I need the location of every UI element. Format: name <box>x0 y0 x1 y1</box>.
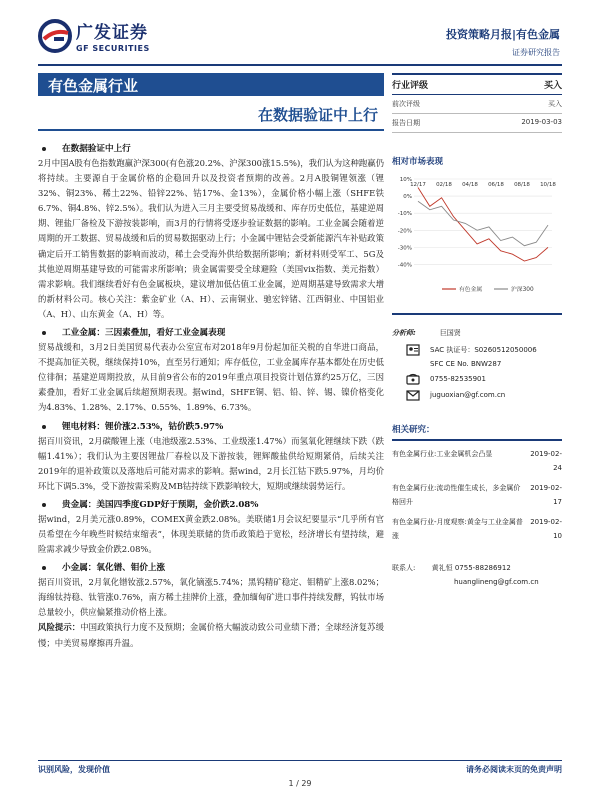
section-text: 据wind，2月美元涨0.89%，COMEX黄金跌2.08%。美联储1月会议纪要显示“几乎所有官员希望在今年晚些时候结束缩表”，体现美联储的货币政策趋于宽松，经济增长有望持续，避险需求减少导致金价跌2.08%。 <box>38 513 384 555</box>
email-icon <box>404 390 422 401</box>
related-title: 相关研究： <box>392 423 562 441</box>
badge-icon <box>404 344 422 356</box>
footer-divider <box>38 760 562 761</box>
chart-svg <box>392 173 562 301</box>
sfc-number: SFC CE No. BNW287 <box>430 360 502 368</box>
section-text: 据百川资讯，2月碳酸锂上涨（电池级涨2.53%、工业级涨1.47%）而氢氧化锂继续下跌（跌幅1.41%）；我们认为主要因锂盐厂春检以及下游按装，锂辉酸盐供给短期紧俏，后续关注2019年的退补政策以及落地后可能对需求的影响。据wind，2月长江钴下跌5.97%，月均价环比下调5.3%，受下游按需采购及MB钴持续下跌影响较大，短期或继续弱势运行。 <box>38 435 384 491</box>
report-date-row <box>392 114 562 133</box>
y-tick-label: -10% <box>397 211 412 218</box>
series-line <box>418 201 548 246</box>
x-tick-label: 06/18 <box>488 182 504 188</box>
related-item-date: 2019-02-10 <box>530 518 562 540</box>
brand-name-cn: 广发证券 <box>76 23 148 43</box>
y-tick-label: 10% <box>399 177 412 183</box>
report-subtype: 证券研究报告 <box>512 48 560 57</box>
contact-name: 黄礼恒 <box>431 564 453 572</box>
legend-label: 有色金属 <box>459 287 483 293</box>
email-row <box>392 387 562 403</box>
report-type: 投资策略月报|有色金属 <box>445 28 560 41</box>
section-heading: 锂电材料：锂价涨2.53%，钴价跌5.97% <box>38 420 384 434</box>
section-heading: 小金属：氧化镨、钼价上涨 <box>38 561 384 575</box>
phone-number: 0755-82535901 <box>430 375 486 383</box>
relative-performance-chart <box>392 173 562 305</box>
footer-slogan: 识别风险，发现价值 <box>38 765 110 774</box>
sidebar <box>392 73 562 589</box>
related-item[interactable] <box>392 481 562 509</box>
x-tick-label: 10/18 <box>540 182 556 188</box>
footer-disclaimer[interactable]: 请务必阅读末页的免责声明 <box>466 765 562 774</box>
section-heading: 工业金属：三因素叠加，看好工业金属表现 <box>38 326 384 340</box>
related-item[interactable] <box>392 515 562 543</box>
risk-text: 中国政策执行力度不及预期；金属价格大幅波动致公司业绩下滑；全球经济复苏缓慢；中美贸易摩擦再升温。 <box>38 622 384 648</box>
risk-warning <box>38 620 384 650</box>
section-text: 2月中国A股有色指数跑赢沪深300(有色涨20.2%、沪深300涨15.5%)，我们认为这种跑赢仍将持续。主要源自于金属价格的企稳回升以及投资者预期的改善。2月A股铜锂领涨（锂32%、铜23%、稀土22%、铅锌22%、钴17%、金13%），金属价格小幅上涨（SHFE铁6.7%、铜4.8%、锌2.5%）。我们认为进入三月主要受贸易战缓和、库存历史低位，基建逆周期、锂盐厂备检及下游按装影响，而3月的行情将受逐步验证数据的影响。工业金属会随着逆周期的开工数据、贸易战缓和后的贸易数据驱动上行；小金属中锂钴会受新能源汽车补贴政策确定后开工销售数据的影响而波动，稀土会受海外供给数据所影响；新材料则受军工、5G及其他逆周期基建导致的可能需求所影响；贵金属需要受全球避险（美国vix指数、美元指数）需求影响。我们继续看好有色金属板块，建议增加低估值工业金属，逆周期基建导致需求大增的新材料公司。核心关注：紫金矿业（A、H）、云南铜业、驰宏锌锗、江西铜业、中国铝业（A、H）、山东黄金（A、H）等。 <box>38 158 384 319</box>
contact-label: 联系人: <box>392 564 416 572</box>
related-item[interactable] <box>392 447 562 475</box>
x-tick-label: 08/18 <box>514 182 530 188</box>
section-text: 贸易战缓和，3月2日美国贸易代表办公室宣布对2018年9月份起加征关税的自华进口商品，不提高加征关税，继续保持10%，直至另行通知；库存低位，工业金属库存基本都处在历史低位徘徊；基建逆周期投放，从目前9省公布的2019年重点项目投资计划估算约25万亿，三因素叠加，看好工业金属后续超预期表现。据wind，SHFE铜、铝、铅、锌、锡、镍价格变化为4.83%、1.28%、2.17%、0.55%、1.89%、6.73%。 <box>38 342 384 413</box>
report-body <box>38 138 384 651</box>
contact-phone: 0755-88286912 <box>454 564 511 572</box>
section-heading: 贵金属：美国四季度GDP好于预期，金价跌2.08% <box>38 498 384 512</box>
sfc-row <box>392 357 562 371</box>
x-tick-label: 12/17 <box>410 182 426 188</box>
x-tick-label: 02/18 <box>436 182 452 188</box>
series-line <box>418 188 548 262</box>
previous-rating-label: 前次评级 <box>392 100 420 108</box>
report-headline: 在数据验证中上行 <box>257 106 378 124</box>
contact-row <box>392 561 562 575</box>
industry-title: 有色金属行业 <box>38 73 384 96</box>
related-item-title: 有色金属行业:工业金属机会凸显 <box>392 450 493 458</box>
sac-number: SAC 执证号：S0260512050006 <box>430 346 537 354</box>
analyst-info <box>392 313 562 403</box>
analyst-name-row <box>392 323 562 343</box>
risk-label: 风险提示： <box>38 622 81 633</box>
previous-rating-row <box>392 95 562 114</box>
rating-value: 买入 <box>543 81 562 91</box>
rating-label: 行业评级 <box>392 81 429 91</box>
email-address[interactable]: juguoxian@gf.com.cn <box>430 391 506 399</box>
brand-name-en: GF SECURITIES <box>76 44 150 53</box>
related-item-date: 2019-02-24 <box>530 450 562 472</box>
header-divider <box>38 64 562 66</box>
y-tick-label: -30% <box>397 245 412 252</box>
y-tick-label: -20% <box>397 228 412 235</box>
y-tick-label: -40% <box>397 262 412 269</box>
contact-info <box>392 561 562 589</box>
previous-rating-value: 买入 <box>548 100 562 108</box>
brand-logo <box>38 18 150 53</box>
title-divider <box>38 129 384 131</box>
contact-email[interactable]: huanglineng@gf.com.cn <box>454 578 539 586</box>
report-date-label: 报告日期 <box>392 119 420 127</box>
phone-icon <box>404 373 422 385</box>
rating-row <box>392 73 562 95</box>
report-date-value: 2019-03-03 <box>521 118 562 126</box>
chart-title: 相对市场表现 <box>392 157 444 167</box>
analyst-name: 巨国贤 <box>439 329 461 337</box>
legend-label: 沪深300 <box>511 287 534 293</box>
related-item-date: 2019-02-17 <box>530 484 562 506</box>
analyst-label: 分析师: <box>392 329 416 337</box>
x-tick-label: 04/18 <box>462 182 478 188</box>
phone-row <box>392 371 562 387</box>
y-tick-label: 0% <box>403 194 412 201</box>
section-heading: 在数据验证中上行 <box>38 142 384 156</box>
related-research <box>392 423 562 543</box>
related-item-title: 有色金属行业-月度观察:黄金与工业金属普涨 <box>392 518 523 540</box>
sac-row <box>392 343 562 357</box>
report-type-header <box>446 26 560 58</box>
title-block <box>38 73 384 131</box>
related-item-title: 有色金属行业:流动性催生成长，多金属价格回升 <box>392 484 521 506</box>
section-text: 据百川资讯，2月氧化镨钕涨2.57%，氧化镝涨5.74%；黑钨精矿稳定、钼精矿上涨8.02%；海绵钛持稳、钛管涨0.76%，南方稀土挂牌价上涨，叠加缅甸矿进口事件持续发酵，钨钛市场总量较小，供应偏紧推动价格上涨。 <box>38 577 384 618</box>
page-number: 1 / 29 <box>288 779 312 788</box>
gf-logo-icon <box>38 19 72 53</box>
